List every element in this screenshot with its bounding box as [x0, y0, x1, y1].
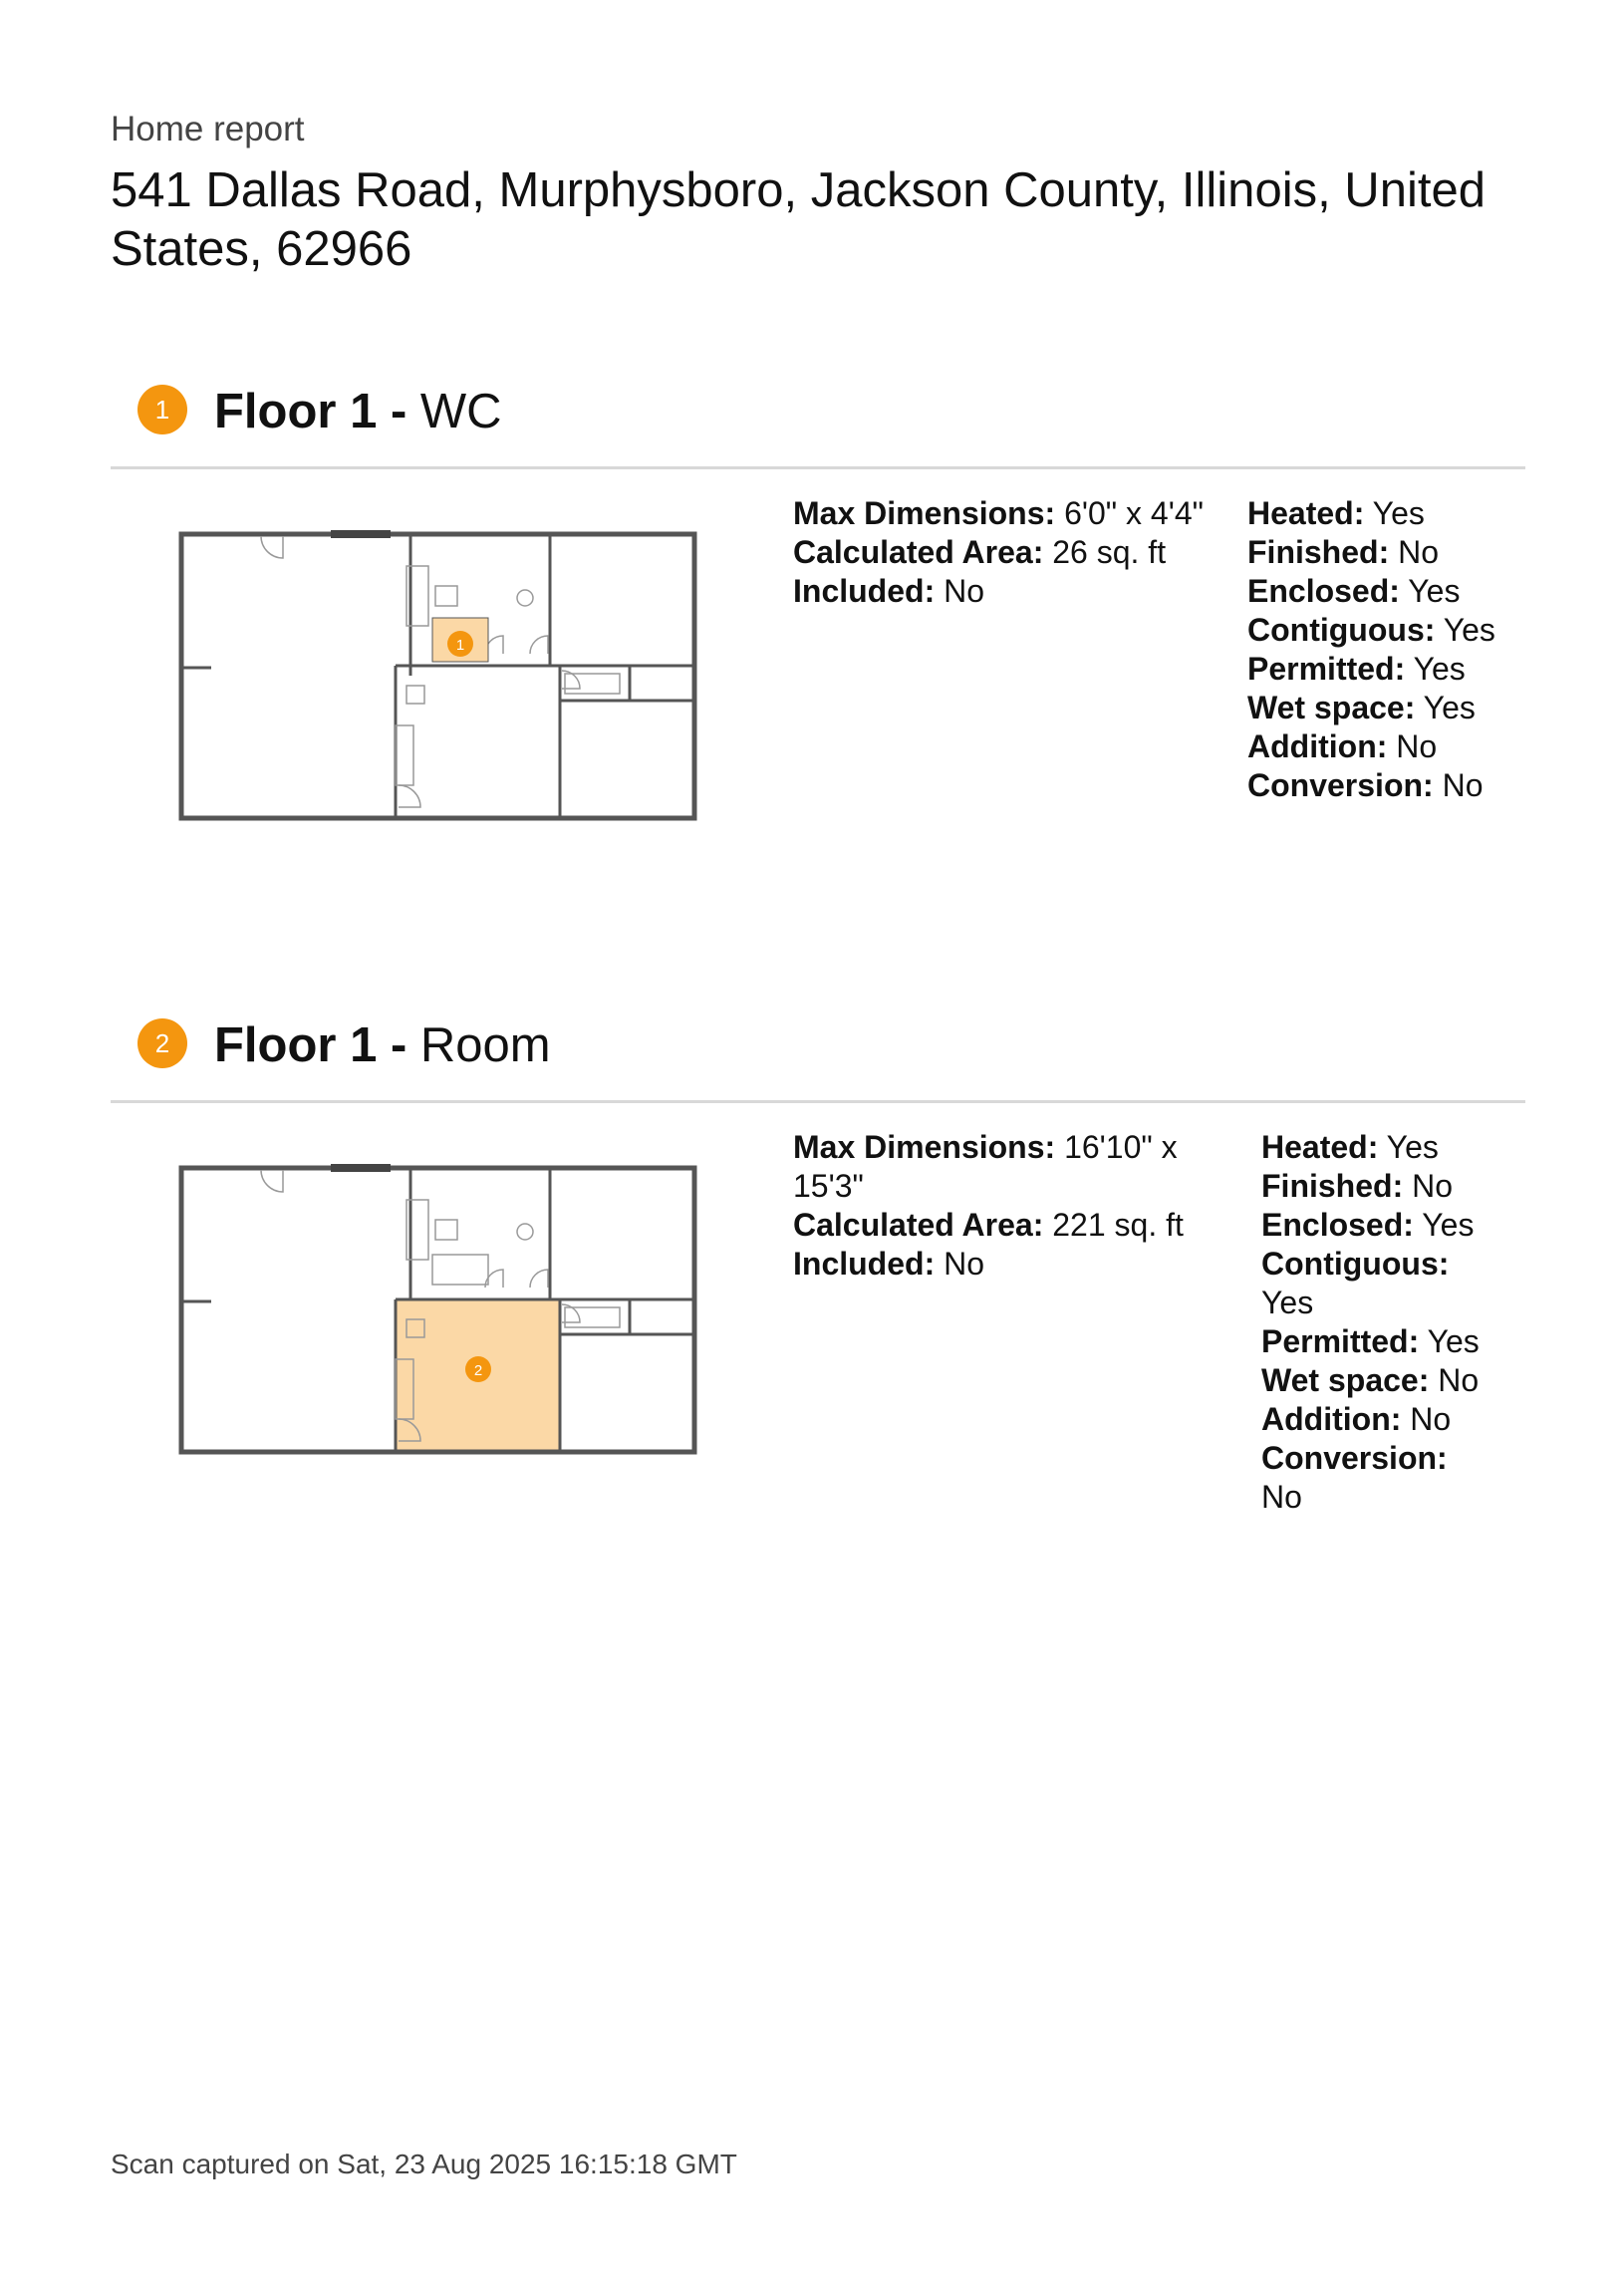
attr-value: No — [1261, 1479, 1302, 1515]
attr-row-addition — [1247, 727, 1546, 766]
plan-fixture — [406, 686, 424, 704]
attr-row-wet-space — [1247, 689, 1546, 727]
attr-label: Enclosed: — [1247, 573, 1400, 609]
attr-label: Wet space: — [1261, 1362, 1430, 1398]
attr-label: Conversion: — [1261, 1440, 1448, 1476]
attr-label: Enclosed: — [1261, 1207, 1414, 1243]
floor-name: Floor 1 — [214, 1018, 378, 1072]
report-label: Home report — [111, 110, 305, 148]
attr-label: Addition: — [1261, 1401, 1402, 1437]
attr-label: Heated: — [1247, 495, 1365, 531]
attr-value: No — [1396, 728, 1438, 764]
attr-label: Conversion: — [1247, 767, 1434, 803]
plan-door — [530, 1270, 548, 1288]
room-name: WC — [419, 385, 502, 438]
room-number-badge: 1 — [137, 385, 187, 434]
plan-door — [261, 1170, 283, 1192]
attr-row-finished — [1247, 533, 1546, 572]
plan-fixture — [396, 725, 413, 785]
detail-label: Calculated Area: — [793, 1207, 1044, 1243]
plan-outer-wall — [181, 534, 694, 818]
plan-fixture — [517, 1224, 533, 1240]
attr-row-heated — [1247, 494, 1546, 533]
attr-row-addition — [1261, 1400, 1490, 1439]
attr-value: Yes — [1427, 1323, 1480, 1359]
plan-fixture — [565, 674, 620, 694]
room-title — [214, 1015, 551, 1075]
plan-door — [399, 785, 420, 807]
plan-fixture — [435, 586, 457, 606]
attr-value: Yes — [1408, 573, 1461, 609]
detail-row-max-dimensions — [793, 494, 1212, 533]
room-section-wc — [0, 377, 1623, 935]
attr-row-conversion — [1261, 1439, 1490, 1517]
attr-row-enclosed — [1247, 572, 1546, 611]
plan-fixture — [517, 590, 533, 606]
detail-label: Max Dimensions: — [793, 495, 1056, 531]
attr-value: No — [1442, 767, 1484, 803]
detail-value: 6'0" x 4'4" — [1064, 495, 1204, 531]
attr-row-contiguous — [1261, 1245, 1490, 1322]
plan-fixture — [565, 1307, 620, 1327]
attr-value: Yes — [1386, 1129, 1439, 1165]
plan-door — [530, 636, 548, 654]
plan-fixture — [435, 1220, 457, 1240]
attr-value: No — [1438, 1362, 1480, 1398]
attr-value: Yes — [1372, 495, 1425, 531]
attr-row-enclosed — [1261, 1206, 1490, 1245]
attr-value: No — [1412, 1168, 1454, 1204]
attr-value: Yes — [1423, 690, 1476, 725]
attr-row-permitted — [1247, 650, 1546, 689]
attr-value: No — [1398, 534, 1440, 570]
attr-row-finished — [1261, 1167, 1490, 1206]
plan-door — [261, 536, 283, 558]
room-number-badge: 2 — [137, 1018, 187, 1068]
scan-timestamp: Scan captured on Sat, 23 Aug 2025 16:15:18 GMT — [111, 2149, 737, 2179]
attr-label: Heated: — [1261, 1129, 1379, 1165]
detail-label: Max Dimensions: — [793, 1129, 1056, 1165]
attr-label: Permitted: — [1261, 1323, 1420, 1359]
detail-value: 16'10" x 15'3" — [793, 1129, 1178, 1204]
attribute-details — [1261, 1128, 1490, 1517]
plan-room-marker-label: 1 — [455, 637, 465, 654]
section-divider — [111, 1100, 1525, 1103]
attr-row-heated — [1261, 1128, 1490, 1167]
floor-plan — [171, 1160, 709, 1469]
attr-value: Yes — [1261, 1285, 1314, 1320]
detail-value: 221 sq. ft — [1052, 1207, 1184, 1243]
detail-row-included — [793, 572, 1212, 611]
detail-value: No — [944, 573, 985, 609]
attr-label: Addition: — [1247, 728, 1388, 764]
dimension-details — [793, 494, 1212, 611]
section-divider — [111, 466, 1525, 469]
room-section-room — [0, 1010, 1623, 1569]
detail-row-calculated-area — [793, 1206, 1212, 1245]
attr-value: Yes — [1443, 612, 1495, 648]
dimension-details — [793, 1128, 1212, 1284]
attr-row-conversion — [1247, 766, 1546, 805]
attr-row-permitted — [1261, 1322, 1490, 1361]
plan-room-marker-label: 2 — [473, 1362, 483, 1379]
title-separator: - — [390, 385, 407, 438]
detail-row-calculated-area — [793, 533, 1212, 572]
attr-row-contiguous — [1247, 611, 1546, 650]
attr-label: Contiguous: — [1247, 612, 1436, 648]
detail-label: Calculated Area: — [793, 534, 1044, 570]
detail-value: No — [944, 1246, 985, 1282]
attr-value: No — [1410, 1401, 1452, 1437]
title-separator: - — [390, 1018, 407, 1072]
attr-label: Wet space: — [1247, 690, 1416, 725]
attr-label: Permitted: — [1247, 651, 1406, 687]
attr-value: Yes — [1422, 1207, 1475, 1243]
attr-label: Finished: — [1247, 534, 1390, 570]
room-name: Room — [419, 1018, 551, 1072]
attribute-details — [1247, 494, 1546, 805]
attr-label: Contiguous: — [1261, 1246, 1450, 1282]
attr-row-wet-space — [1261, 1361, 1490, 1400]
detail-label: Included: — [793, 573, 936, 609]
attr-label: Finished: — [1261, 1168, 1404, 1204]
floor-name: Floor 1 — [214, 385, 378, 438]
property-address: 541 Dallas Road, Murphysboro, Jackson County, Illinois, United States, 62966 — [111, 163, 1486, 276]
plan-fixture — [432, 1255, 488, 1285]
detail-label: Included: — [793, 1246, 936, 1282]
attr-value: Yes — [1413, 651, 1466, 687]
floor-plan — [171, 526, 709, 835]
detail-row-max-dimensions — [793, 1128, 1212, 1206]
detail-row-included — [793, 1245, 1212, 1284]
room-title — [214, 382, 502, 441]
detail-value: 26 sq. ft — [1052, 534, 1167, 570]
